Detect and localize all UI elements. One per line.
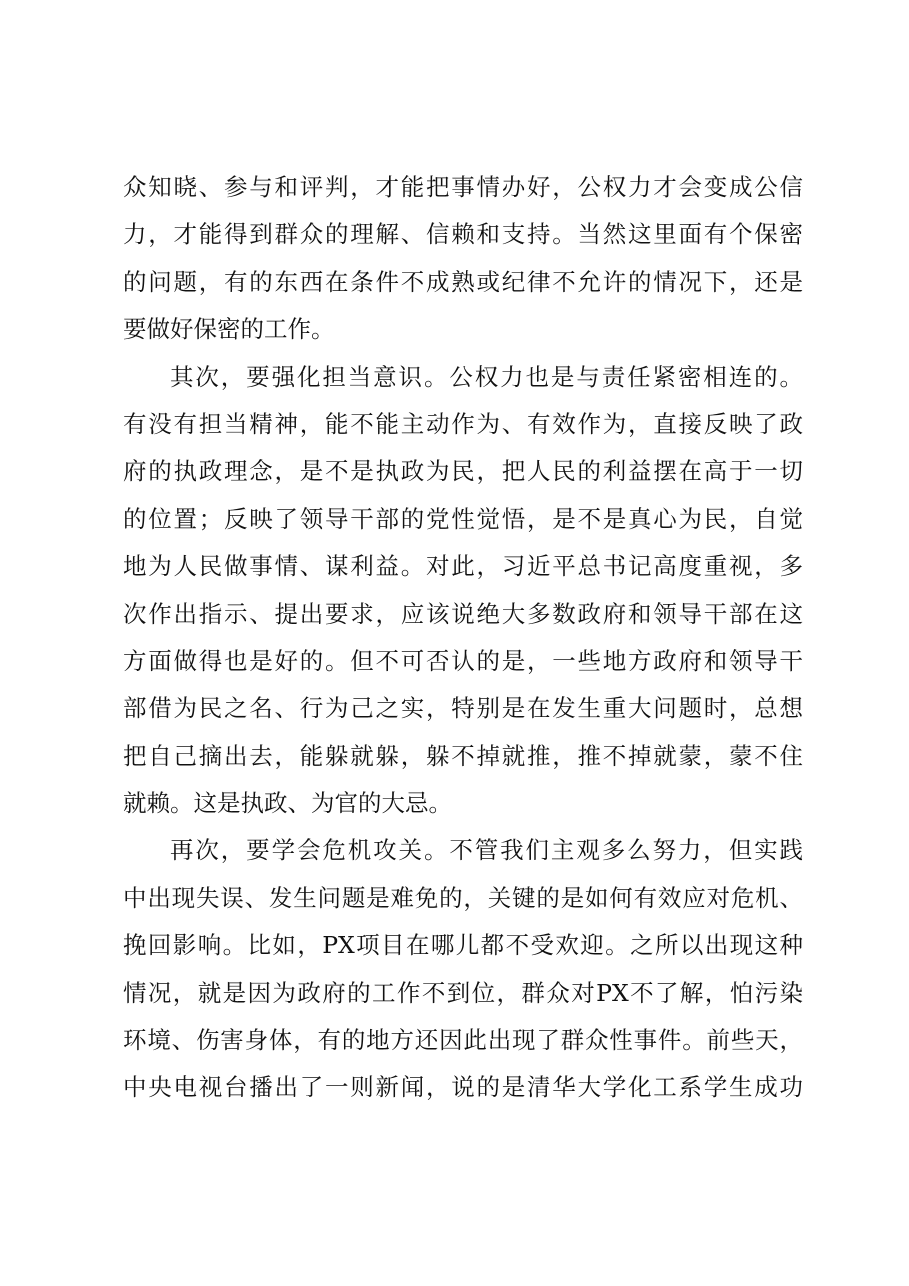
text-line: 部借为民之名、行为己之实，特别是在发生重大问题时，总想 [123, 694, 803, 723]
paragraph-first-line: 其次，要强化担当意识。公权力也是与责任紧密相连的。 [170, 362, 803, 391]
text-line: 府的执政理念，是不是执政为民，把人民的利益摆在高于一切 [123, 457, 803, 486]
text-line: 中出现失误、发生问题是难免的，关键的是如何有效应对危机、 [123, 883, 803, 912]
text-line: 力，才能得到群众的理解、信赖和支持。当然这里面有个保密 [123, 220, 803, 249]
text-line: 挽回影响。比如，PX项目在哪儿都不受欢迎。之所以出现这种 [123, 931, 803, 960]
paragraph-first-line: 再次，要学会危机攻关。不管我们主观多么努力，但实践 [170, 836, 803, 865]
text-line: 中央电视台播出了一则新闻，说的是清华大学化工系学生成功 [123, 1073, 803, 1102]
text-line: 就赖。这是执政、为官的大忌。 [123, 789, 452, 818]
body-text [123, 164, 803, 1112]
text-line: 方面做得也是好的。但不可否认的是，一些地方政府和领导干 [123, 646, 803, 675]
text-line: 要做好保密的工作。 [123, 315, 335, 344]
text-line: 的位置；反映了领导干部的党性觉悟，是不是真心为民，自觉 [123, 504, 803, 533]
text-line: 有没有担当精神，能不能主动作为、有效作为，直接反映了政 [123, 409, 803, 438]
text-line: 情况，就是因为政府的工作不到位，群众对PX不了解，怕污染 [123, 978, 803, 1007]
text-line: 众知晓、参与和评判，才能把事情办好，公权力才会变成公信 [123, 173, 803, 201]
text-line: 把自己摘出去，能躲就躲，躲不掉就推，推不掉就蒙，蒙不住 [123, 741, 803, 770]
text-line: 环境、伤害身体，有的地方还因此出现了群众性事件。前些天， [123, 1026, 803, 1055]
text-line: 次作出指示、提出要求，应该说绝大多数政府和领导干部在这 [123, 599, 803, 628]
text-line: 地为人民做事情、谋利益。对此，习近平总书记高度重视，多 [123, 552, 803, 581]
text-line: 的问题，有的东西在条件不成熟或纪律不允许的情况下，还是 [123, 267, 803, 296]
